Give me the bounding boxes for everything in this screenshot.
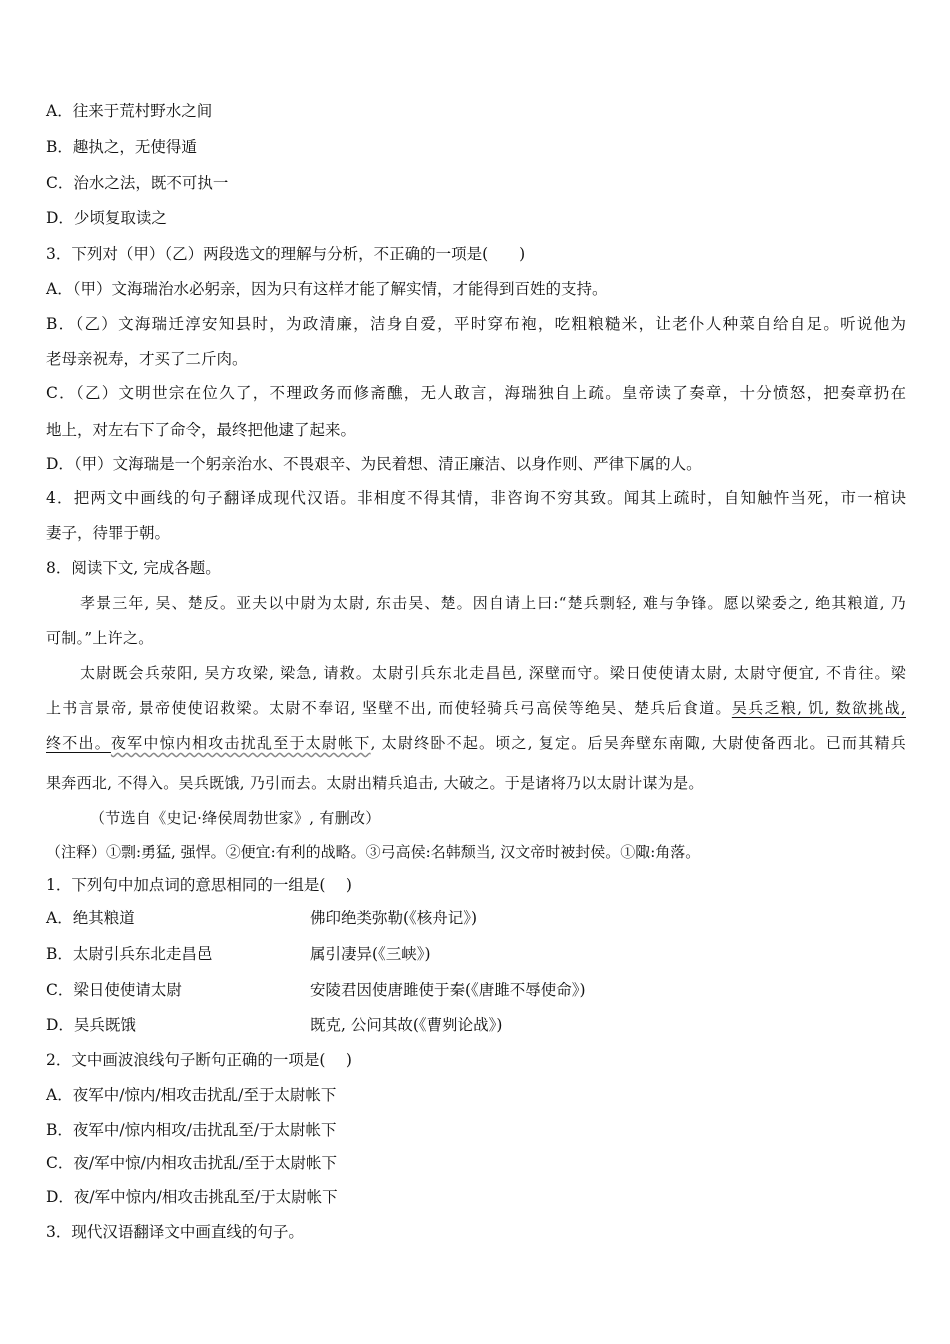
sub-question-3-stem: 3．现代汉语翻译文中画直线的句子。 <box>46 1223 304 1241</box>
sub-question-1-row-d <box>46 1015 503 1035</box>
row-right: 佛印绝类弥勒(《核舟记》) <box>310 909 478 927</box>
question-3-option-c: C．（乙）文明世宗在位久了，不理政务而修斋醮，无人敢言，海瑞独自上疏。皇帝读了奏章，十分愤怒，把奏章扔在 <box>46 384 906 402</box>
option-b: B．趣执之，无使得遁 <box>46 138 197 156</box>
row-right: 属引凄异(《三峡》) <box>310 945 431 963</box>
underlined-sentence: 吴兵乏粮, 饥, 数欲挑战, <box>731 699 906 717</box>
question-4-cont: 妻子，待罪于朝。 <box>46 524 171 542</box>
passage-p1: 孝景三年, 吴、楚反。亚夫以中尉为太尉, 东击吴、楚。因自请上曰:“楚兵剽轻, 难与争锋。愿以梁委之, 绝其粮道, 乃 <box>80 594 906 612</box>
passage-source: （节选自《史记·绛侯周勃世家》, 有删改） <box>90 809 381 827</box>
sub-question-1-stem: 1．下列句中加点词的意思相同的一组是( ) <box>46 876 352 894</box>
row-left: A．绝其粮道 <box>46 909 135 927</box>
sub-question-2-option-a: A．夜军中/惊内/相攻击扰乱/至于太尉帐下 <box>46 1086 337 1104</box>
passage-p2: 太尉既会兵荥阳, 吴方攻梁, 梁急, 请救。太尉引兵东北走昌邑, 深壁而守。梁日使使请太尉, 太尉守便宜, 不肯往。梁 <box>80 664 906 682</box>
sub-question-1-row-b <box>46 944 431 964</box>
row-right: 既克, 公问其故(《曹刿论战》) <box>310 1016 503 1034</box>
sub-question-1-row-c <box>46 980 586 1000</box>
question-3-option-d: D．（甲）文海瑞是一个躬亲治水、不畏艰辛、为民着想、清正廉洁、以身作则、严律下属的人。 <box>46 455 702 473</box>
passage-text: , 太尉终卧不起。顷之, 复定。后吴奔壁东南陬, 大尉使备西北。已而其精兵 <box>370 734 906 752</box>
passage-notes: （注释）①剽:勇猛, 强悍。②便宜:有利的战略。③弓高侯:名韩颓当, 汉文帝时被封侯。①陬:角落。 <box>46 843 701 861</box>
question-4: 4．把两文中画线的句子翻译成现代汉语。非相度不得其情，非咨询不穷其致。闻其上疏时，自知触忤当死，市一棺诀 <box>46 489 906 507</box>
row-right: 安陵君因使唐雎使于秦(《唐雎不辱使命》) <box>310 981 586 999</box>
underlined-sentence-cont: 终不出。 <box>46 734 111 752</box>
passage-p2-line4: 果奔西北, 不得入。吴兵既饿, 乃引而去。太尉出精兵追击, 大破之。于是诸将乃以太尉计谋为是。 <box>46 774 704 792</box>
passage-text: 上书言景帝, 景帝使使诏救梁。太尉不奉诏, 坚壁不出, 而使轻骑兵弓高侯等绝吴、楚兵后食道。 <box>46 699 732 717</box>
row-left: B．太尉引兵东北走昌邑 <box>46 945 213 963</box>
passage-p1-cont: 可制。”上许之。 <box>46 629 154 647</box>
passage-p2-line2 <box>46 698 906 718</box>
sub-question-2-option-d: D．夜/军中惊内/相攻击挑乱至/于太尉帐下 <box>46 1188 338 1206</box>
question-3-option-a: A．（甲）文海瑞治水必躬亲，因为只有这样才能了解实情，才能得到百姓的支持。 <box>46 280 608 298</box>
sub-question-2-stem: 2．文中画波浪线句子断句正确的一项是( ) <box>46 1051 352 1069</box>
question-3-option-c-cont: 地上，对左右下了命令，最终把他逮了起来。 <box>46 421 357 439</box>
option-c: C．治水之法，既不可执一 <box>46 174 229 192</box>
sub-question-2-option-b: B．夜军中/惊内相攻/击扰乱至/于太尉帐下 <box>46 1121 337 1139</box>
question-3-option-b-cont: 老母亲祝寿，才买了二斤肉。 <box>46 350 248 368</box>
wavy-underlined-sentence: 夜军中惊内相攻击扰乱至于太尉帐下 <box>110 734 371 752</box>
question-3-option-b: B．（乙）文海瑞迁淳安知县时，为政清廉，洁身自爱，平时穿布袍，吃粗粮糙米，让老仆人种菜自给自足。听说他为 <box>46 315 906 333</box>
sub-question-1-row-a <box>46 908 478 928</box>
row-left: C．梁日使使请太尉 <box>46 981 182 999</box>
option-a: A．往来于荒村野水之间 <box>46 102 213 120</box>
passage-p2-line3 <box>46 733 906 753</box>
question-8-stem: 8．阅读下文, 完成各题。 <box>46 559 221 577</box>
question-3-stem: 3．下列对（甲）（乙）两段选文的理解与分析，不正确的一项是( ) <box>46 245 526 263</box>
sub-question-2-option-c: C．夜/军中惊/内相攻击扰乱/至于太尉帐下 <box>46 1154 338 1172</box>
option-d: D．少顷复取读之 <box>46 209 167 227</box>
row-left: D．吴兵既饿 <box>46 1016 136 1034</box>
